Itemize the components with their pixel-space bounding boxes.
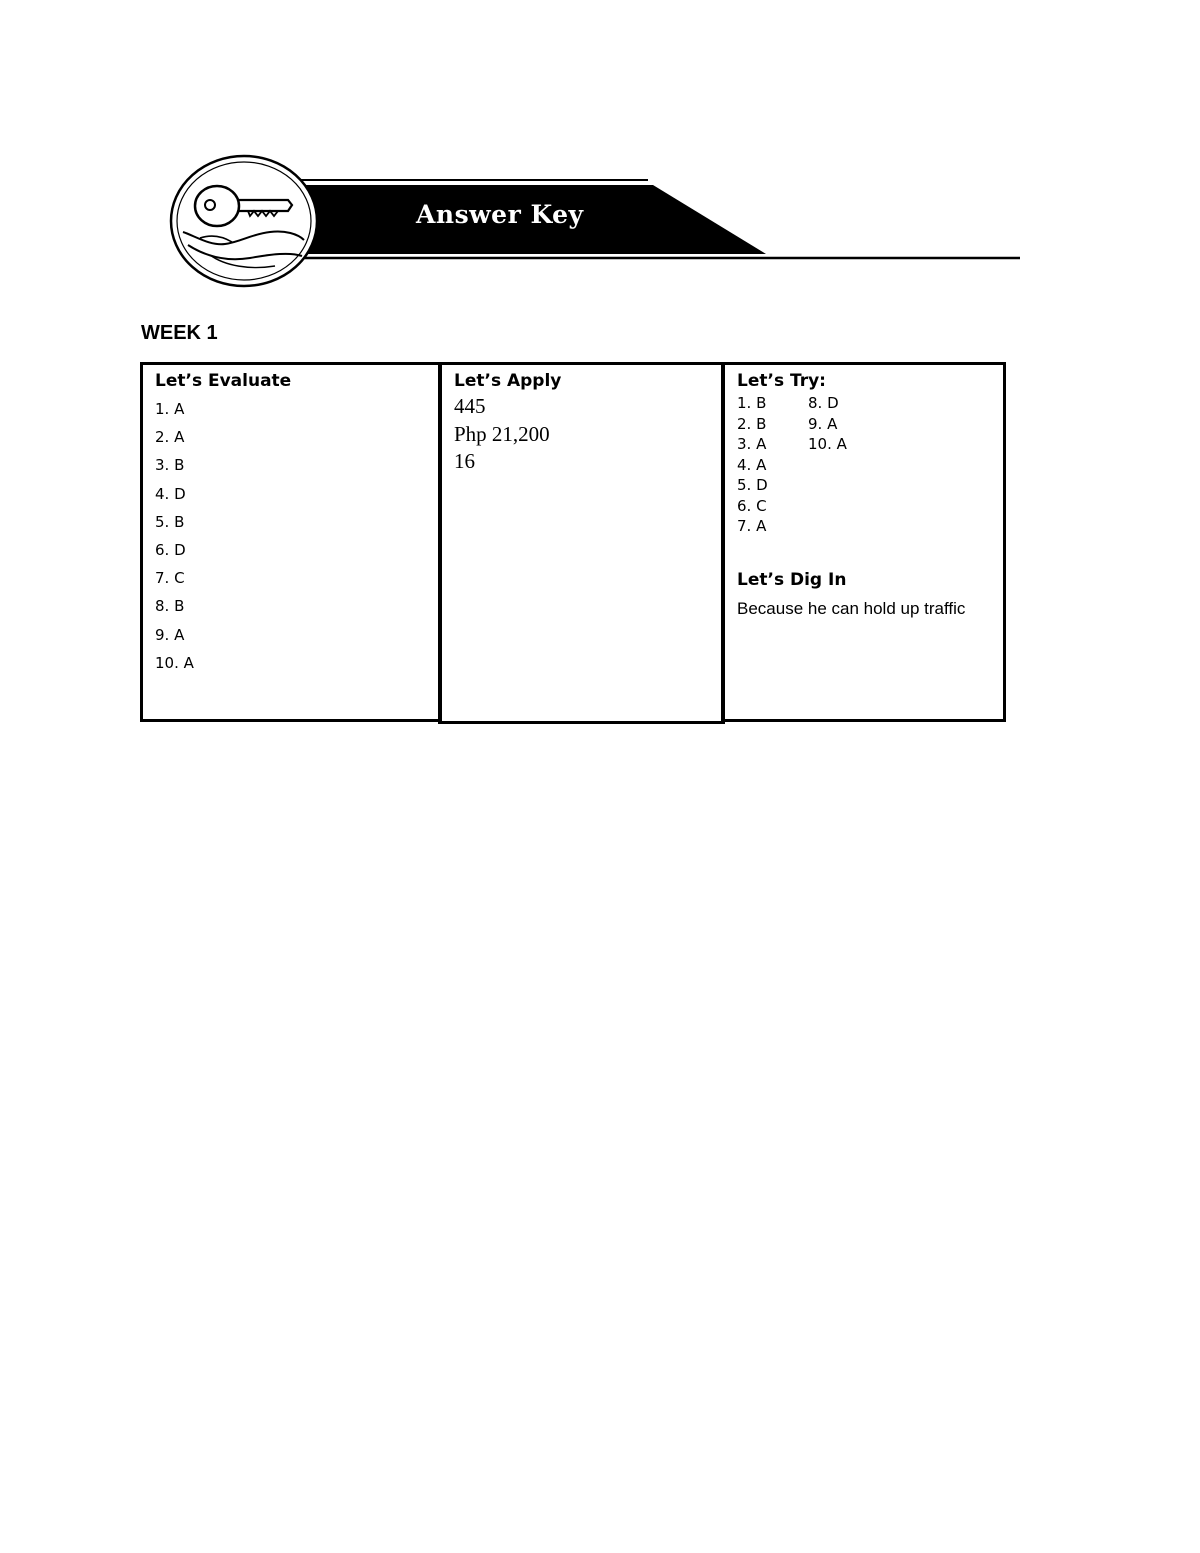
list-item: 6. D [155,540,186,559]
list-item: 6. C [737,496,767,515]
list-item: Php 21,200 [454,421,550,446]
list-item: 5. B [155,512,185,531]
list-item: 8. D [808,394,839,412]
list-item: 5. D [737,476,768,494]
list-item: 8. B [155,597,185,616]
lets-apply-heading: Let’s Apply [454,371,562,391]
lets-try-column [721,362,1006,722]
list-item: 16 [454,449,475,473]
list-item: 9. A [808,414,838,433]
lets-evaluate-list [155,399,194,681]
lets-dig-in-heading: Let’s Dig In [737,570,847,590]
lets-evaluate-heading: Let’s Evaluate [155,371,292,391]
list-item: 1. A [155,400,185,418]
key-in-hand-icon [171,156,317,286]
list-item: 4. D [155,484,186,503]
list-item: 3. B [155,456,185,475]
list-item: 2. A [155,428,185,447]
lets-evaluate-column [140,362,442,722]
list-item: 10. A [155,653,194,672]
list-item: 445 [454,394,486,418]
lets-apply-column [438,362,725,724]
week-label: WEEK 1 [141,322,218,344]
banner-title: Answer Key [416,200,584,229]
banner-graphic [0,0,1200,300]
list-item: 9. A [155,625,185,644]
list-item: 7. C [155,569,185,588]
list-item: 3. A [737,435,767,453]
lets-try-heading: Let’s Try: [737,371,826,391]
lets-dig-in-answer: Because he can hold up traffic [737,599,966,618]
list-item: 1. B [737,394,767,412]
lets-apply-list [454,393,550,476]
list-item: 10. A [808,435,847,453]
list-item: 4. A [737,455,767,474]
list-item: 7. A [737,517,767,535]
list-item: 2. B [737,414,767,433]
answer-key-banner [0,0,1200,300]
